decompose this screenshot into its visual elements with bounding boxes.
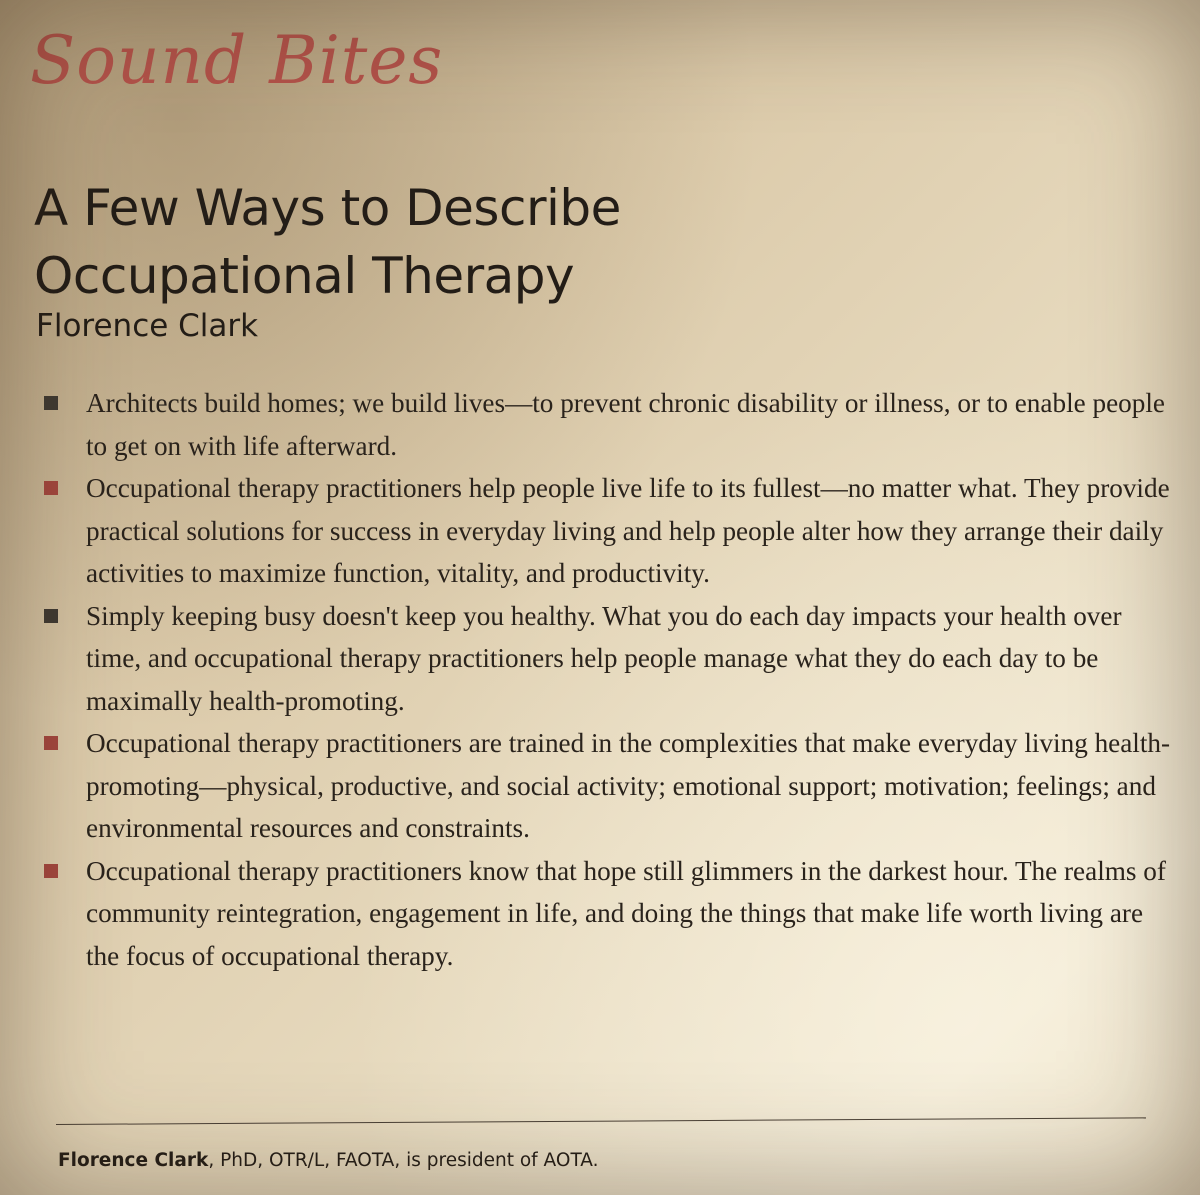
title-line-1: A Few Ways to Describe xyxy=(34,178,621,237)
article-title xyxy=(34,174,934,310)
list-item xyxy=(40,595,1180,723)
title-line-2: Occupational Therapy xyxy=(34,246,575,305)
bio-credentials: , PhD, OTR/L, FAOTA, is president of AOTA. xyxy=(208,1150,599,1171)
list-item xyxy=(40,467,1180,595)
list-item-text: Occupational therapy practitioners help people live life to its fullest—no matter what. They provide practical solutions for success in everyday living and help people alter how they arrange their daily activities to maximize function, vitality, and productivity. xyxy=(86,473,1170,588)
list-item xyxy=(40,850,1180,978)
square-bullet-icon xyxy=(44,609,58,623)
bio-name: Florence Clark xyxy=(58,1150,209,1171)
list-item-text: Occupational therapy practitioners know that hope still glimmers in the darkest hour. The realms of community reintegration, engagement in life, and doing the things that make life worth living are the focus of occupational therapy. xyxy=(86,855,1166,971)
list-item xyxy=(40,722,1180,850)
footer-divider xyxy=(56,1117,1146,1126)
list-item-text: Architects build homes; we build lives—to prevent chronic disability or illness, or to enable people to get on with life afterward. xyxy=(86,388,1165,461)
list-item xyxy=(40,382,1180,467)
square-bullet-icon xyxy=(44,864,58,878)
square-bullet-icon xyxy=(44,481,58,495)
author-name: Florence Clark xyxy=(36,308,259,344)
author-bio xyxy=(58,1150,599,1171)
bullet-list xyxy=(40,382,1180,977)
square-bullet-icon xyxy=(44,396,58,410)
list-item-text: Simply keeping busy doesn't keep you healthy. What you do each day impacts your health over time, and occupational therapy practitioners help people manage what they do each day to be maximally health-promoting. xyxy=(86,600,1122,716)
square-bullet-icon xyxy=(44,736,58,750)
list-item-text: Occupational therapy practitioners are trained in the complexities that make everyday living health-promoting—physical, productive, and social activity; emotional support; motivation; feelings; and environmental resources and constraints. xyxy=(86,728,1171,843)
section-brand: Sound Bites xyxy=(30,22,444,99)
